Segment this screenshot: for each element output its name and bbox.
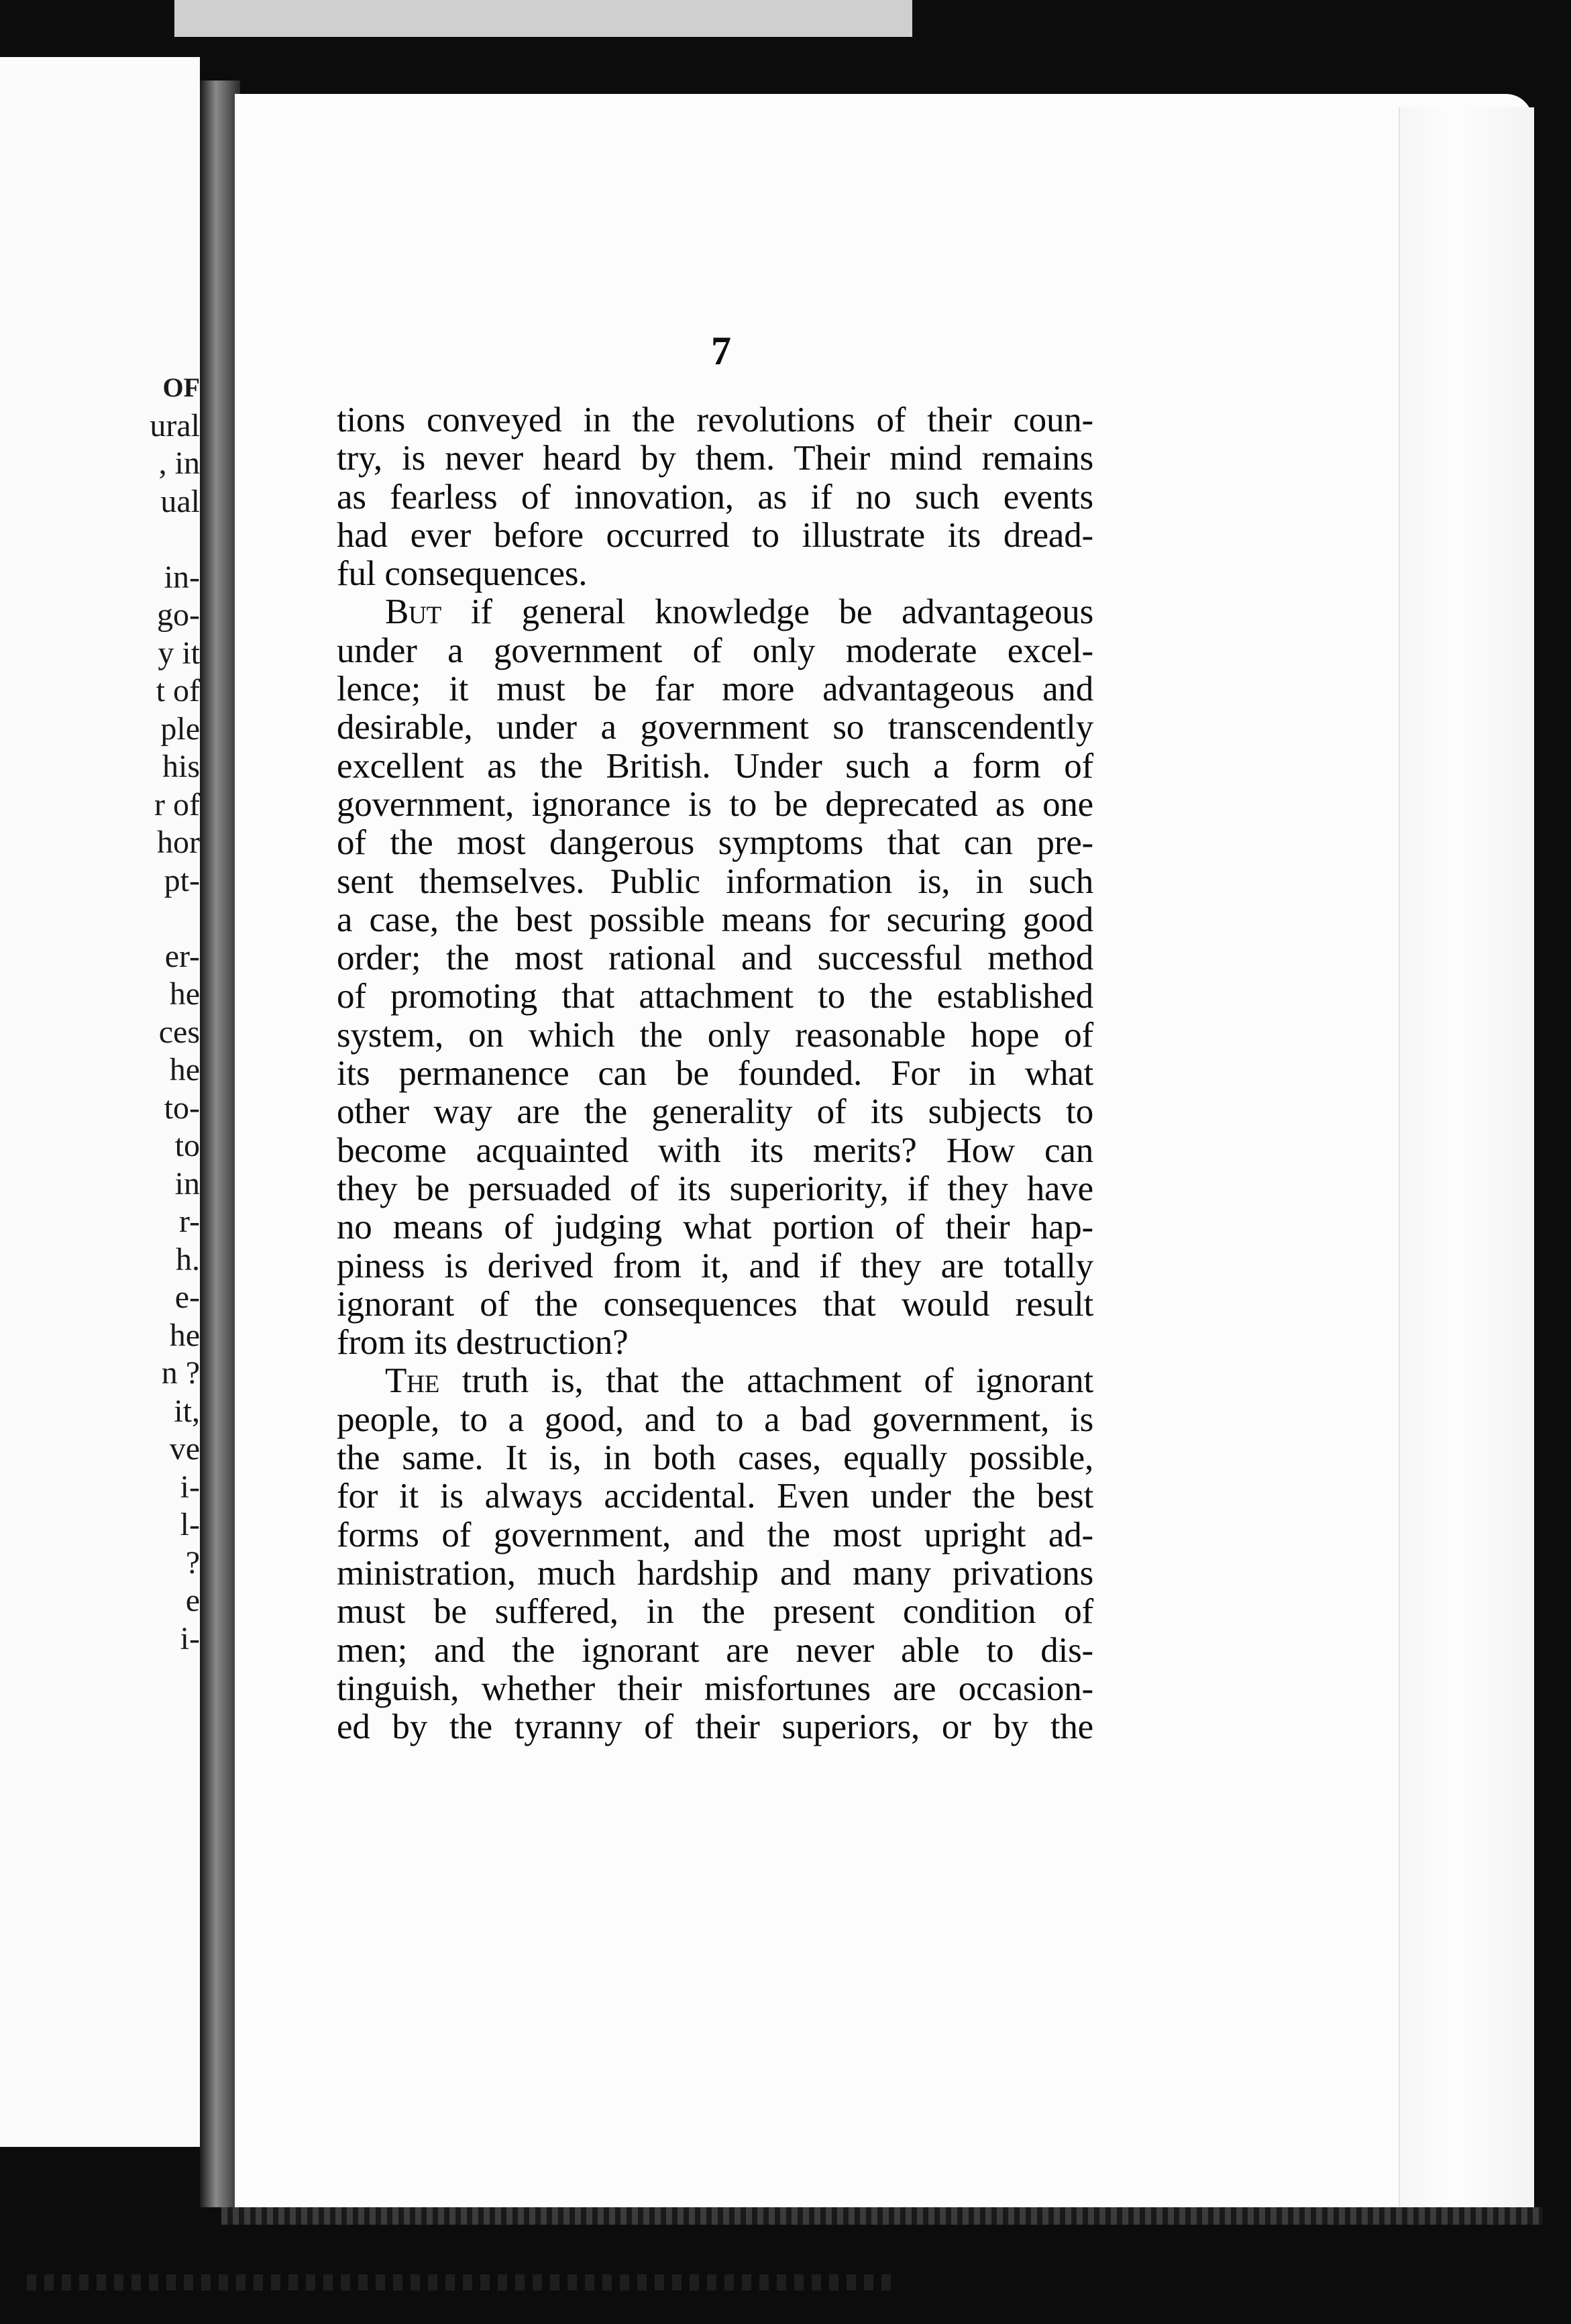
text-line: try, is never heard by them. Their mind remains bbox=[337, 439, 1093, 478]
text-line: order; the most rational and successful method bbox=[337, 939, 1093, 978]
text-line: from its destruction? bbox=[337, 1323, 629, 1363]
fragment-line: r of bbox=[154, 786, 200, 823]
fragment-line: i- bbox=[180, 1469, 200, 1505]
fragment-line: y it bbox=[158, 635, 200, 671]
text-line: lence; it must be far more advantageous and bbox=[337, 670, 1093, 709]
fragment-line: in bbox=[174, 1165, 200, 1202]
body-text bbox=[337, 401, 1093, 1746]
fragment-line: hor bbox=[157, 825, 200, 860]
fragment-line: pt- bbox=[164, 862, 200, 898]
text-line: sent themselves. Public information is, in such bbox=[337, 861, 1093, 901]
paragraph-lead-word: The bbox=[385, 1361, 440, 1401]
fragment-line: n ? bbox=[161, 1355, 200, 1391]
text-line: ful consequences. bbox=[337, 554, 588, 594]
text-line: other way are the generality of its subjects to bbox=[337, 1092, 1093, 1132]
fragment-line: to- bbox=[164, 1090, 200, 1126]
text-line: desirable, under a government so transcendently bbox=[337, 708, 1093, 747]
fragment-line: ural bbox=[150, 407, 200, 443]
text-line: had ever before occurred to illustrate its dread- bbox=[337, 515, 1093, 555]
text-line: must be suffered, in the present condition of bbox=[337, 1592, 1093, 1632]
text-line: tions conveyed in the revolutions of their coun- bbox=[337, 401, 1093, 439]
text-line: a case, the best possible means for securing good bbox=[337, 900, 1093, 939]
text-line: no means of judging what portion of their hap- bbox=[337, 1208, 1093, 1247]
text-line: government, ignorance is to be deprecated as one bbox=[337, 784, 1093, 824]
fragment-line: it, bbox=[174, 1393, 200, 1429]
paragraph-start-line bbox=[337, 1362, 1093, 1400]
fragment-line: i- bbox=[180, 1620, 200, 1656]
text-line: ignorant of the consequences that would result bbox=[337, 1284, 1093, 1324]
fragment-line bbox=[0, 521, 200, 559]
fragment-line: ual bbox=[160, 483, 200, 519]
fragment-line: ple bbox=[160, 710, 200, 747]
book-gutter bbox=[200, 81, 240, 2207]
text-line: they be persuaded of its superiority, if they have bbox=[337, 1169, 1093, 1208]
fragment-line bbox=[0, 900, 200, 938]
text-line: under a government of only moderate excel- bbox=[337, 631, 1093, 670]
facing-page-text bbox=[0, 369, 200, 1658]
paragraph-lead-word: But bbox=[385, 592, 442, 632]
fragment-line: ve bbox=[169, 1431, 200, 1467]
text-line: piness is derived from it, and if they are totally bbox=[337, 1246, 1093, 1285]
fragment-line: in- bbox=[164, 559, 200, 595]
bottom-page-edge bbox=[221, 2207, 1543, 2225]
fragment-line: he bbox=[169, 976, 200, 1012]
text-line: for it is always accidental. Even under the best bbox=[337, 1477, 1093, 1516]
bottom-scrap bbox=[27, 2274, 899, 2290]
fragment-line: h. bbox=[176, 1241, 200, 1277]
text-line: ed by the tyranny of their superiors, or by the bbox=[337, 1707, 1093, 1747]
facing-page-fragment bbox=[0, 57, 200, 2147]
fragment-line: he bbox=[169, 1052, 200, 1088]
text-line: people, to a good, and to a bad government, is bbox=[337, 1399, 1093, 1439]
text-line: ministration, much hardship and many privations bbox=[337, 1553, 1093, 1593]
text-line: as fearless of innovation, as if no such events bbox=[337, 477, 1093, 517]
fragment-line: OF bbox=[162, 372, 200, 403]
text-line: forms of government, and the most upright ad- bbox=[337, 1515, 1093, 1554]
fragment-line: he bbox=[169, 1317, 200, 1353]
page-number: 7 bbox=[711, 329, 731, 373]
text-line: truth is, that the attachment of ignorant bbox=[462, 1361, 1093, 1401]
paragraph-start-line bbox=[337, 593, 1093, 631]
fragment-line: , in bbox=[158, 445, 200, 481]
text-line: become acquainted with its merits? How can bbox=[337, 1130, 1093, 1170]
fragment-line: ces bbox=[158, 1014, 200, 1050]
fragment-line: his bbox=[162, 749, 200, 784]
text-line: the same. It is, in both cases, equally possible, bbox=[337, 1438, 1093, 1478]
text-line: excellent as the British. Under such a form of bbox=[337, 746, 1093, 786]
top-page-edge bbox=[174, 0, 912, 37]
fragment-line: l- bbox=[180, 1507, 200, 1542]
text-line: tinguish, whether their misfortunes are occasion- bbox=[337, 1669, 1093, 1708]
text-line: men; and the ignorant are never able to dis- bbox=[337, 1630, 1093, 1670]
fragment-line: go- bbox=[157, 597, 200, 633]
fragment-line: t of bbox=[156, 673, 200, 708]
fragment-line: er- bbox=[164, 938, 200, 974]
text-line: its permanence can be founded. For in what bbox=[337, 1054, 1093, 1094]
fragment-line: r- bbox=[178, 1204, 200, 1239]
page-fore-edge bbox=[1399, 107, 1534, 2207]
text-line: if general knowledge be advantageous bbox=[470, 592, 1093, 632]
text-line: of promoting that attachment to the established bbox=[337, 977, 1093, 1016]
fragment-line: ? bbox=[185, 1544, 200, 1581]
fragment-line: e- bbox=[174, 1279, 200, 1315]
fragment-line: to bbox=[174, 1128, 200, 1163]
text-line: of the most dangerous symptoms that can pre- bbox=[337, 823, 1093, 863]
fragment-line: e bbox=[185, 1583, 200, 1618]
text-line: system, on which the only reasonable hope of bbox=[337, 1015, 1093, 1055]
